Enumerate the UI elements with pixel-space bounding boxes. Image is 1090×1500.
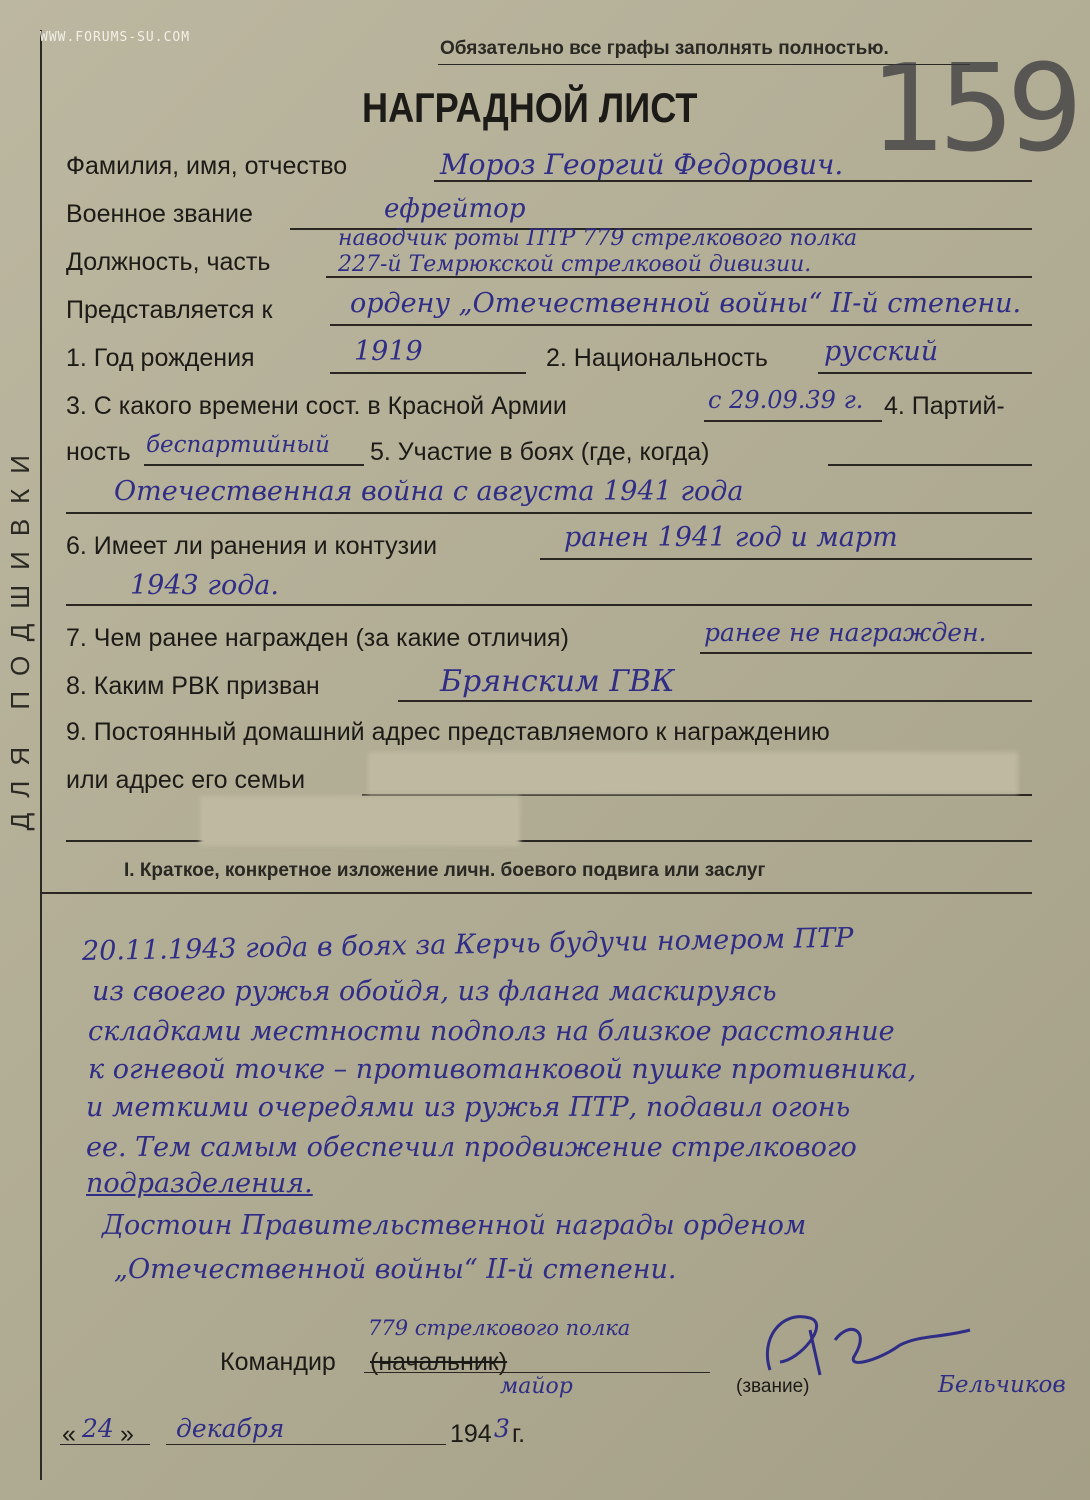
date-month: декабря	[176, 1414, 285, 1443]
wounds-label: 6. Имеет ли ранения и контузии	[66, 532, 438, 560]
nominated-label: Представляется к	[66, 296, 273, 324]
watermark: WWW.FORUMS-SU.COM	[40, 30, 191, 45]
narrative-line-7: подразделения.	[86, 1168, 313, 1199]
service-since-value: с 29.09.39 г.	[708, 386, 864, 414]
address-label-line2: или адрес его семьи	[66, 766, 306, 794]
date-year-suffix: г.	[512, 1420, 526, 1448]
rank-caption: (звание)	[736, 1376, 810, 1397]
redacted-address-block	[368, 752, 1018, 794]
narrative-line-1: 20.11.1943 года в боях за Керчь будучи номером ПТР	[81, 922, 854, 967]
binding-margin-rule	[40, 30, 42, 1480]
position-value-line1: наводчик роты ПТР 779 стрелкового полка	[338, 226, 858, 251]
birth-year-value: 1919	[354, 336, 423, 367]
fio-label: Фамилия, имя, отчество	[66, 152, 348, 180]
battles-value: Отечественная война с августа 1941 года	[114, 476, 744, 507]
party-label-a: 4. Партий-	[884, 392, 1005, 420]
narrative-line-2: из своего ружья обойдя, из фланга маскируясь	[92, 976, 777, 1007]
nominated-value: ордену „Отечественной войны“ II-й степени.	[350, 288, 1022, 319]
party-label-b: ность	[66, 438, 131, 466]
date-year-digit: 3	[494, 1414, 510, 1443]
section-heading: I. Краткое, конкретное изложение личн. боевого подвига или заслуг	[124, 860, 766, 881]
signature-rank-value: майор	[500, 1374, 573, 1399]
commander-label: Командир	[220, 1348, 336, 1376]
previous-awards-value: ранее не награжден.	[704, 618, 987, 647]
binding-spine-label: ДЛЯ ПОДШИВКИ	[5, 440, 35, 831]
narrative-line-4: к огневой точке – противотанковой пушке противника,	[88, 1054, 917, 1085]
battles-label: 5. Участие в боях (где, когда)	[370, 438, 710, 466]
signature-unit: 779 стрелкового полка	[368, 1316, 631, 1340]
notice-text: Обязательно все графы заполнять полностью.	[440, 38, 889, 59]
draft-office-label: 8. Каким РВК призван	[66, 672, 320, 700]
wounds-value-line2: 1943 года.	[130, 570, 279, 601]
draft-office-value: Брянским ГВК	[440, 664, 675, 699]
date-year-prefix: 194	[450, 1420, 492, 1448]
narrative-line-8: Достоин Правительственной награды орденом	[102, 1210, 807, 1241]
party-value: беспартийный	[146, 432, 330, 458]
date-open-quote: «	[62, 1420, 76, 1448]
previous-awards-label: 7. Чем ранее награжден (за какие отличия)	[66, 624, 569, 652]
date-close-quote: »	[120, 1420, 134, 1448]
birth-year-label: 1. Год рождения	[66, 344, 255, 372]
position-label: Должность, часть	[66, 248, 271, 276]
narrative-line-9: „Отечественной войны“ II-й степени.	[114, 1254, 677, 1285]
rank-value: ефрейтор	[384, 194, 526, 224]
wounds-value-line1: ранен 1941 год и март	[564, 522, 898, 553]
narrative-line-3: складками местности подполз на близкое расстояние	[88, 1016, 895, 1047]
service-since-label: 3. С какого времени сост. в Красной Армии	[66, 392, 567, 420]
position-value-line2: 227-й Темрюкской стрелковой дивизии.	[338, 252, 812, 277]
nationality-label: 2. Национальность	[546, 344, 768, 372]
page-number-stamp: 159	[870, 40, 1076, 179]
chief-label: (начальник)	[370, 1348, 508, 1376]
address-label-line1: 9. Постоянный домашний адрес представляемого к награждению	[66, 718, 830, 746]
fio-value: Мороз Георгий Федорович.	[440, 148, 844, 181]
rank-label: Военное звание	[66, 200, 253, 228]
commander-name: Бельчиков	[938, 1372, 1066, 1398]
document-title: НАГРАДНОЙ ЛИСТ	[362, 84, 698, 131]
redacted-address-block-2	[200, 796, 520, 846]
nationality-value: русский	[824, 336, 939, 367]
narrative-line-6: ее. Тем самым обеспечил продвижение стрелкового	[86, 1132, 857, 1163]
narrative-line-5: и меткими очередями из ружья ПТР, подавил огонь	[86, 1092, 851, 1123]
date-day: 24	[82, 1414, 114, 1443]
